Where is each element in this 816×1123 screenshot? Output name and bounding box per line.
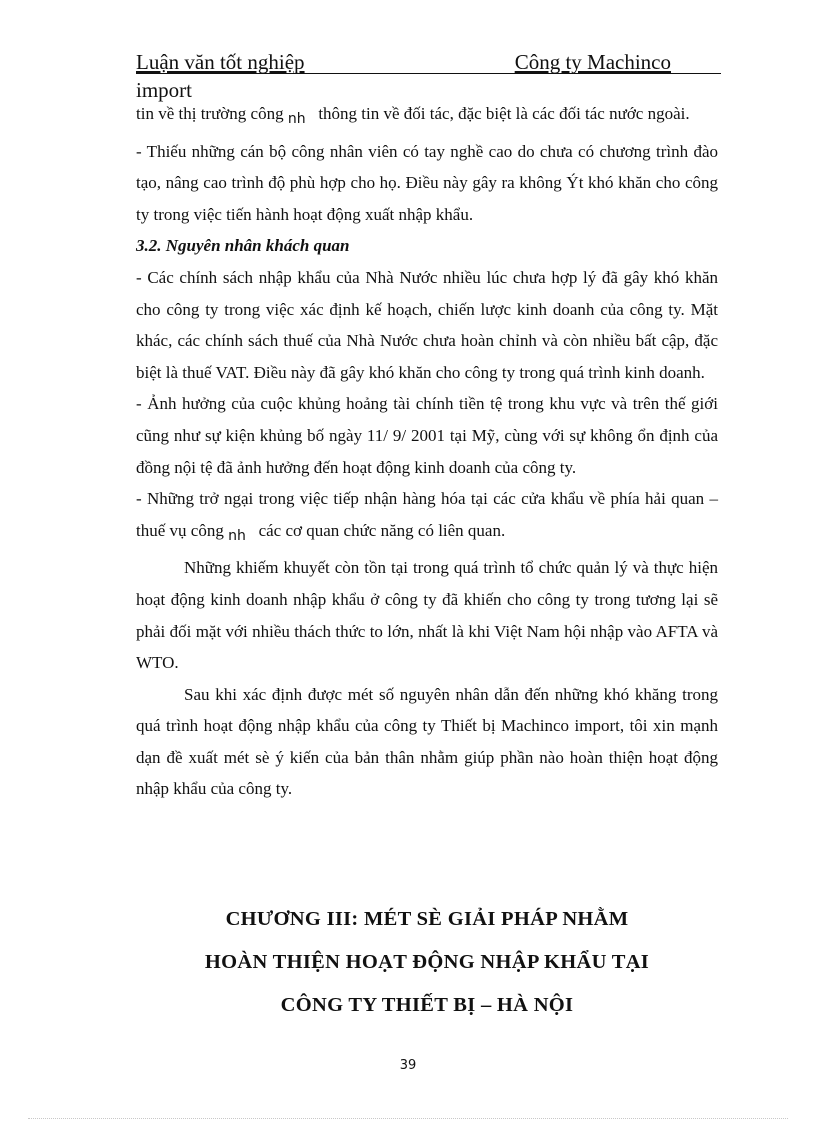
paragraph-proposal-intro: Sau khi xác định được mét số nguyên nhân dẫn đến những khó khăng trong quá trình hoạt động nhập khẩu của công ty Thiết bị Machinco import, tôi xin mạnh dạn đề xuất mét sè ý kiến của bản thân nhằm giúp phần nào hoàn thiện hoạt động nhập khẩu của công ty. (136, 684, 718, 799)
header-line (136, 48, 721, 74)
paragraph-import-policy: - Các chính sách nhập khẩu của Nhà Nước nhiều lúc chưa hợp lý đã gây khó khăn cho công ty trong việc xác định kế hoạch, chiến lược kinh doanh của công ty. Mặt khác, các chính sách thuế của Nhà Nước chưa hoàn chỉnh và còn nhiều bất cập, đặc biệt là thuế VAT. Điều này đã gây khó khăn cho công ty trong quá trình kinh doanh. (136, 267, 718, 382)
chapter-title-line: CHƯƠNG III: MÉT SÈ GIẢI PHÁP NHẰM (225, 908, 629, 930)
paragraph-staff-shortage: - Thiếu những cán bộ công nhân viên có tay nghề cao do chưa có chương trình đào tạo, nâng cao trình độ phù hợp cho họ. Điều này gây ra không Ýt khó khăn cho công ty trong việc tiến hành hoạt động xuất nhập khẩu. (136, 141, 718, 224)
header-company-continuation: import (136, 78, 192, 102)
paragraph-customs-obstacles: - Những trở ngại trong việc tiếp nhận hàng hóa tại các cửa khẩu về phía hải quan – thuế vụ công $_{nh}$ các cơ quan chức năng có liên quan. (136, 489, 718, 544)
paragraph-market-info: tin về thị trường công $_{nh}$ thông tin về đối tác, đặc biệt là các đối tác nước ngoài. (136, 104, 690, 127)
body-text (136, 98, 718, 805)
subscript-fragment: nh (287, 111, 306, 127)
header-company-label: Công ty Machinco (514, 50, 671, 74)
chapter-title-line: CÔNG TY THIẾT BỊ – HÀ NỘI (280, 994, 574, 1016)
subscript-fragment: nh (228, 527, 246, 544)
page-number: 39 (399, 1058, 417, 1073)
chapter-title (136, 898, 718, 1027)
running-header (136, 48, 721, 104)
section-heading: 3.2. Nguyên nhân khách quan (136, 236, 350, 256)
header-thesis-label: Luận văn tốt nghiệp (136, 50, 305, 74)
chapter-title-line: HOÀN THIỆN HOẠT ĐỘNG NHẬP KHẨU TẠI (204, 951, 650, 973)
paragraph-shortcomings: Những khiếm khuyết còn tồn tại trong quá trình tổ chức quản lý và thực hiện hoạt động kinh doanh nhập khẩu ở công ty đã khiến cho công ty trong tương lại sẽ phải đối mặt với nhiều thách thức to lớn, nhất là khi Việt Nam hội nhập vào AFTA và WTO. (136, 558, 718, 673)
page-bottom-divider (28, 1118, 788, 1119)
paragraph-financial-crisis: - Ảnh hưởng của cuộc khủng hoảng tài chính tiền tệ trong khu vực và trên thế giới cũng như sự kiện khủng bố ngày 11/ 9/ 2001 tại Mỹ, cùng với sự không ổn định của đồng nội tệ đã ảnh hưởng đến hoạt động kinh doanh của công ty. (136, 394, 718, 477)
